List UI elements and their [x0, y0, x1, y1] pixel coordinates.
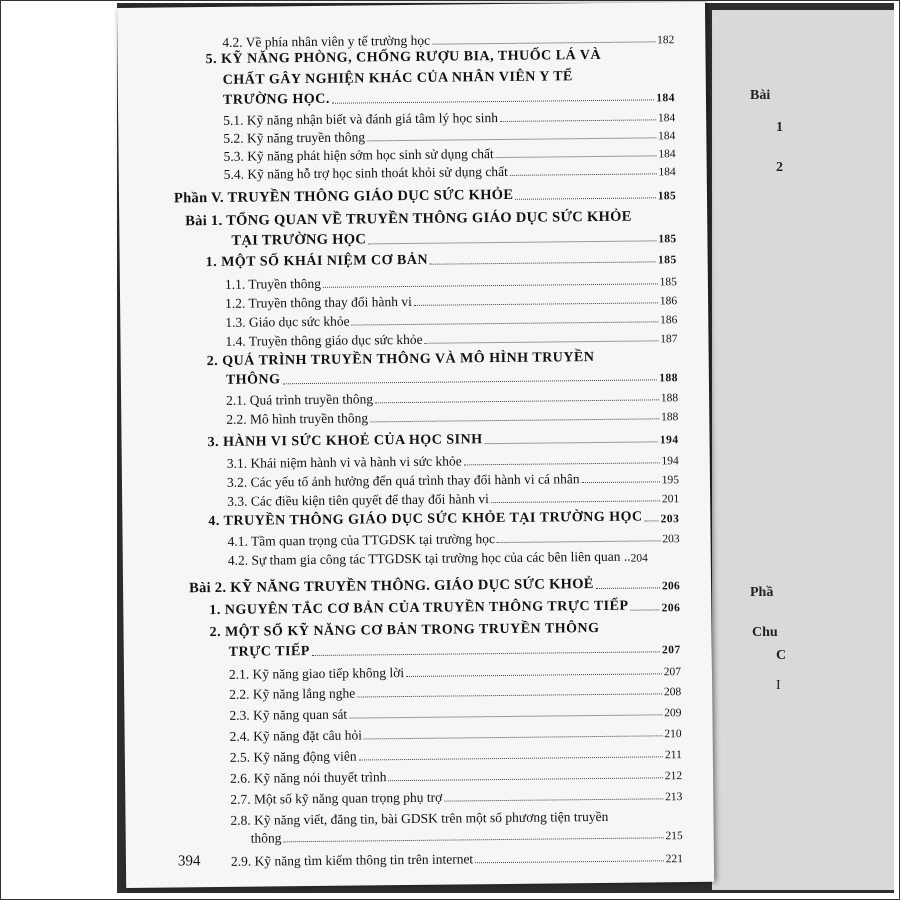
toc-entry: 2.3. Kỹ năng quan sát 209 [229, 706, 682, 723]
toc-entry: 2.2. Kỹ năng lắng nghe 208 [229, 685, 682, 702]
toc-entry: TRƯỜNG HỌC. 184 [222, 91, 676, 108]
toc-entry: 2.6. Kỹ năng nói thuyết trình 212 [229, 769, 683, 786]
toc-entry: 1.1. Truyền thông 185 [224, 275, 677, 292]
facing-fragment: I [776, 678, 781, 693]
toc-entry: 3. HÀNH VI SỨC KHOẺ CỦA HỌC SINH 194 [207, 432, 679, 451]
toc-entry: 4. TRUYỀN THÔNG GIÁO DỤC SỨC KHỎE TẠI TRƯỜNG HỌC 203 [208, 509, 680, 530]
toc-entry: 3.1. Khái niệm hành vi và hành vi sức khỏe 194 [226, 453, 679, 471]
toc-entry: 4.2. Sự tham gia công tác TTGDSK tại trường học của các bên liên quan .. 204 [227, 548, 648, 568]
toc-entry: TẠI TRƯỜNG HỌC 185 [231, 231, 677, 249]
facing-fragment: Phầ [750, 585, 774, 600]
toc-entry: 1.3. Giáo dục sức khỏe 186 [225, 313, 678, 330]
facing-fragment: Bài [750, 88, 771, 103]
toc-entry: 1.2. Truyền thông thay đổi hành vi 186 [225, 293, 678, 311]
page-number: 394 [177, 853, 201, 870]
facing-fragment: 1 [776, 120, 783, 135]
toc-entry: 1.4. Truyền thông giáo dục sức khỏe 187 [225, 331, 678, 349]
toc-entry: 5.4. Kỹ năng hỗ trợ học sinh thoát khỏi sử dụng chất 184 [223, 163, 676, 182]
toc-entry: 5.3. Kỹ năng phát hiện sớm học sinh sử dụng chất 184 [223, 146, 676, 164]
toc-entry: Phần V. TRUYỀN THÔNG GIÁO DỤC SỨC KHỎE 185 [173, 186, 677, 207]
toc-entry: 2.5. Kỹ năng động viên 211 [229, 748, 682, 765]
facing-page [712, 10, 894, 890]
facing-fragment: 2 [776, 160, 783, 175]
toc-entry: 2.2. Mô hình truyền thông 188 [226, 410, 679, 427]
toc-entry: Bài 1. TỔNG QUAN VỀ TRUYỀN THÔNG GIÁO DỤC SỨC KHỎE [185, 208, 632, 230]
toc-entry: 2.7. Một số kỹ năng quan trọng phụ trợ 213 [230, 789, 683, 807]
facing-fragment: Chu [752, 625, 778, 640]
facing-fragment: C [776, 648, 787, 663]
toc-entry: 1. MỘT SỐ KHÁI NIỆM CƠ BẢN 185 [205, 252, 677, 271]
toc-entry: 2.1. Quá trình truyền thông 188 [226, 391, 679, 408]
toc-entry: 2.4. Kỹ năng đặt câu hỏi 210 [229, 727, 682, 744]
toc-entry: 5.2. Kỹ năng truyền thông 184 [223, 129, 676, 146]
table-of-contents [117, 2, 714, 888]
toc-entry: 3.2. Các yếu tố ảnh hưởng đến quá trình thay đổi hành vi cá nhân 195 [226, 471, 680, 490]
toc-entry: CHẤT GÂY NGHIỆN KHÁC CỦA NHÂN VIÊN Y TẾ [222, 69, 573, 88]
toc-entry: 2.1. Kỹ năng giao tiếp không lời 207 [228, 665, 682, 682]
toc-entry: 4.1. Tầm quan trọng của TTGDSK tại trường học 203 [227, 531, 680, 549]
toc-entry: 2. MỘT SỐ KỸ NĂNG CƠ BẢN TRONG TRUYỀN THÔNG [209, 620, 600, 641]
toc-entry: thông 215 [250, 830, 683, 846]
toc-entry: 2.9. Kỹ năng tìm kiếm thông tin trên internet 221 [230, 851, 684, 869]
toc-page [117, 2, 714, 888]
toc-entry: 1. NGUYÊN TẮC CƠ BẢN CỦA TRUYỀN THÔNG TRỰC TIẾP 206 [209, 598, 681, 619]
toc-entry: 5.1. Kỹ năng nhận biết và đánh giá tâm lý học sinh 184 [223, 110, 676, 128]
toc-entry: 2. QUÁ TRÌNH TRUYỀN THÔNG VÀ MÔ HÌNH TRUYỀN [206, 350, 595, 370]
toc-entry: 5. KỸ NĂNG PHÒNG, CHỐNG RƯỢU BIA, THUỐC LÁ VÀ [205, 47, 602, 68]
toc-entry: THÔNG 188 [225, 372, 678, 388]
toc-entry: 4.2. Về phía nhân viên y tế trường học 182 [222, 32, 675, 50]
toc-entry: 3.3. Các điều kiện tiên quyết để thay đổi hành vi 201 [227, 491, 680, 509]
toc-entry: 2.8. Kỹ năng viết, đăng tin, bài GDSK trên một số phương tiện truyền [230, 808, 609, 828]
toc-entry: Bài 2. KỸ NĂNG TRUYỀN THÔNG. GIÁO DỤC SỨC KHOẺ 206 [188, 576, 681, 597]
toc-entry: TRỰC TIẾP 207 [228, 644, 681, 660]
